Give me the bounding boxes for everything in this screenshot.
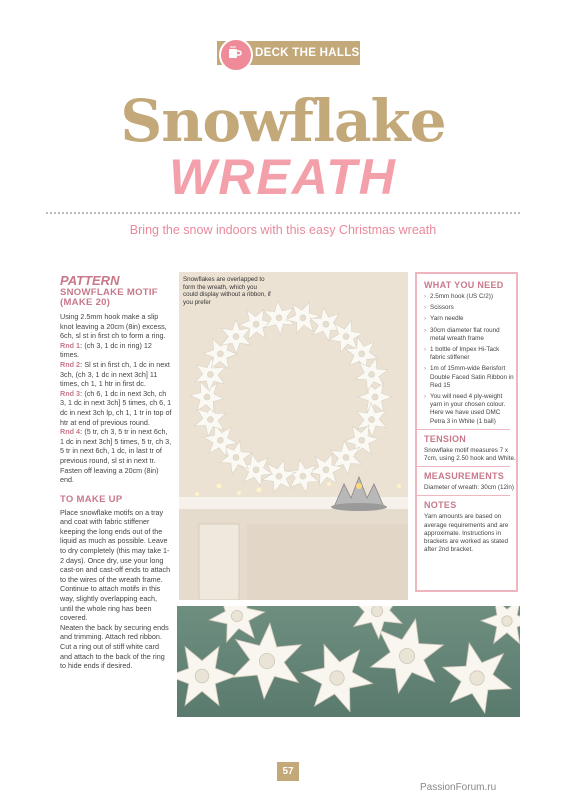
measurements-text: Diameter of wreath: 30cm (12in) (424, 484, 514, 492)
mug-icon (219, 38, 253, 72)
tension-heading: TENSION (424, 433, 467, 444)
divider (417, 429, 510, 430)
pattern-column (60, 274, 172, 671)
list-item: › 1 bottle of Impex Hi-Tack fabric stiffener (424, 346, 516, 362)
round-3 (60, 389, 172, 427)
round-text: Sl st in first ch, 1 dc in next 3ch, (ch 3, 1 dc in next 3ch] 11 times, ch 1, 1 htr in first dc. (60, 359, 170, 389)
page-number: 57 (277, 762, 299, 781)
pattern-heading: PATTERN (60, 273, 120, 288)
round-label: Rnd 1: (60, 340, 83, 350)
section-badge: DECK THE HALLS (217, 41, 360, 65)
round-4 (60, 427, 172, 485)
round-label: Rnd 4: (60, 427, 83, 437)
divider (417, 495, 510, 496)
round-text: (ch 3, 1 dc in ring) 12 times. (60, 340, 152, 360)
what-you-need-heading: WHAT YOU NEED (424, 280, 504, 290)
pattern-intro: Using 2.5mm hook make a slip knot leaving a 20cm (8in) excess, 6ch, sl st in first ch to form a ring. (60, 312, 167, 341)
notes-text: Yarn amounts are based on average requirements and are approximate. Instructions in brackets are worked as stated after 2nd bracket. (424, 513, 509, 554)
page-title: Snowflake (120, 87, 446, 155)
photo-caption: Snowflakes are overlapped to form the wreath, which you could display without a ribbon, if you prefer (183, 276, 271, 306)
divider (417, 466, 510, 467)
subtitle: Bring the snow indoors with this easy Christmas wreath (129, 223, 437, 237)
list-item: › You will need 4 ply-weight yarn in your chosen colour. Here we have used DMC Petra 3 in White (1 ball) (424, 393, 516, 426)
round-text: (ch 6, 1 dc in next 3ch, ch 3, 1 dc in next 3ch] 5 times, ch 6, 1 dc in next 3ch lp, ch 1, 1 tr in top of htr at end of previous round. (60, 388, 172, 427)
materials-sidebar (415, 272, 518, 592)
list-item: › Yarn needle (424, 315, 516, 323)
materials-list (424, 293, 516, 426)
wreath-photo (179, 272, 408, 600)
snowflake-closeup-photo (177, 606, 520, 717)
measurements-heading: MEASUREMENTS (424, 471, 505, 482)
watermark: PassionForum.ru (420, 782, 497, 793)
make-up-heading: TO MAKE UP (60, 493, 123, 505)
make-up-text: Place snowflake motifs on a tray and coat with fabric stiffener keeping the long ends out of the liquid as much as possible. Leave to dry completely (this may take 1-2 days). Once dry, use your long cast-on and cast-off ends to attach to the wires of the wreath frame. Continue to attach motifs in this way, slightly overlapping each, until the whole ring has been covered. (60, 507, 171, 623)
make-up-text-2: Neaten the back by securing ends and trimming. Attach red ribbon. Cut a ring out of stiff white card and attach to the back of the ring to hide ends if desired. (60, 622, 169, 671)
round-label: Rnd 3: (60, 388, 83, 398)
notes-heading: NOTES (424, 500, 457, 511)
round-text: (5 tr, ch 3, 5 tr in next 6ch, 1 dc in next 3ch] 5 times, 5 tr, ch 3, 5 tr in next 6ch, 1 dc, in last tr of previous round, sl st in next tr. Fasten off leaving a 20cm (8in) end. (60, 427, 172, 485)
list-item: › Scissors (424, 304, 516, 312)
round-1 (60, 341, 172, 360)
round-label: Rnd 2: (60, 359, 83, 369)
divider (46, 212, 520, 214)
round-2 (60, 360, 172, 389)
list-item: › 2.5mm hook (US C/2)) (424, 293, 516, 301)
motif-heading: SNOWFLAKE MOTIF (MAKE 20) (60, 287, 158, 308)
tension-text: Snowflake motif measures 7 x 7cm, using 2.50 hook and White. (424, 446, 516, 463)
page-title-secondary: WREATH (169, 149, 397, 205)
snowflake-motif (481, 606, 520, 644)
list-item: › 1m of 15mm-wide Berisfort Double Faced Satin Ribbon in Red 15 (424, 365, 516, 390)
list-item: › 30cm diameter flat round metal wreath frame (424, 327, 516, 343)
